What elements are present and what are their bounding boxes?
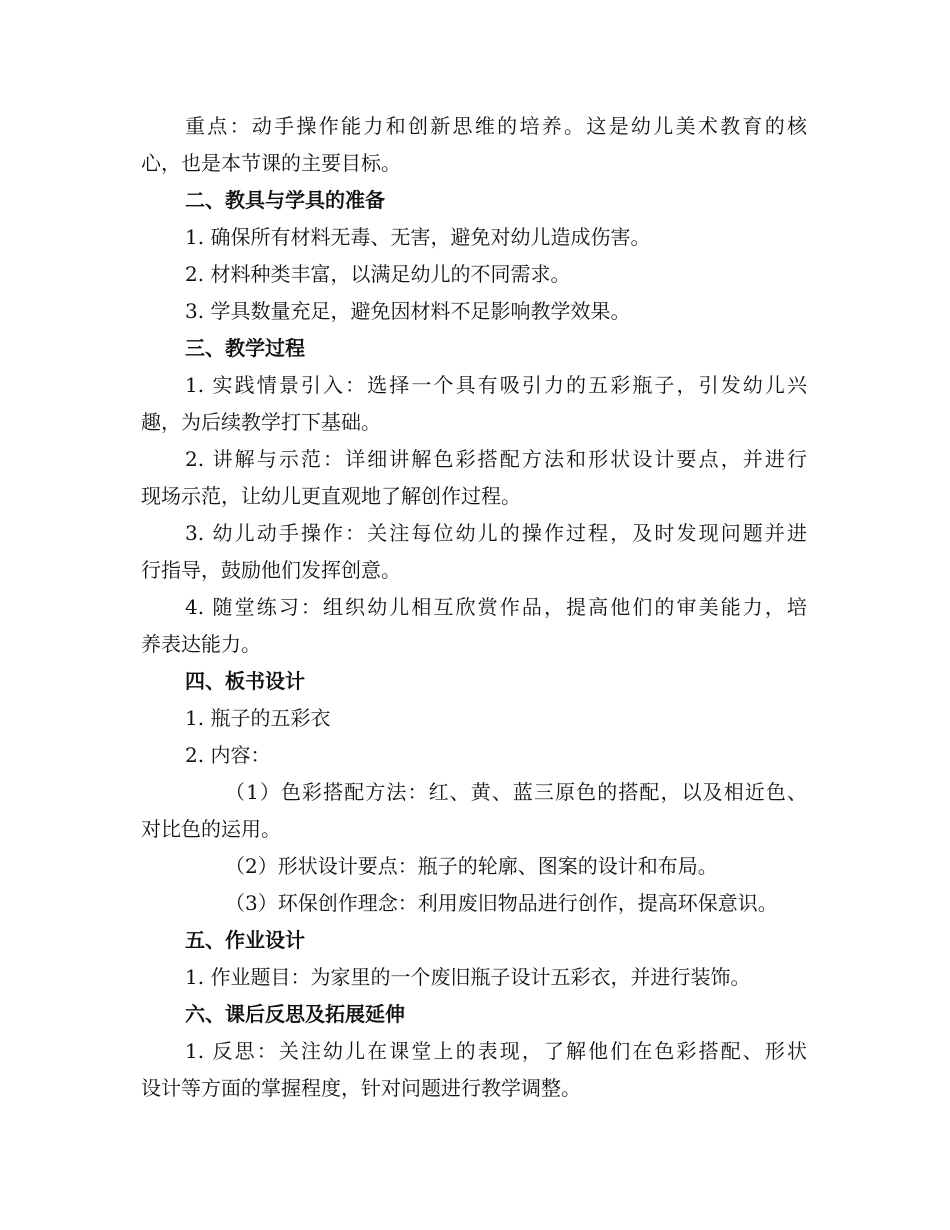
text-line: 现场示范，让幼儿更直观地了解创作过程。 bbox=[141, 484, 521, 508]
text-line: 养表达能力。 bbox=[141, 632, 261, 656]
text-line: （1）色彩搭配方法：红、黄、蓝三原色的搭配，以及相近色、 bbox=[225, 780, 807, 804]
text-line: 趣，为后续教学打下基础。 bbox=[141, 410, 381, 434]
text-line: 4. 随堂练习：组织幼儿相互欣赏作品，提高他们的审美能力，培 bbox=[185, 595, 807, 619]
text-line: 对比色的运用。 bbox=[141, 817, 281, 841]
text-line: 2. 材料种类丰富，以满足幼儿的不同需求。 bbox=[185, 262, 571, 286]
section-heading: 二、教具与学具的准备 bbox=[185, 188, 385, 212]
text-line: 心，也是本节课的主要目标。 bbox=[141, 151, 401, 175]
text-line: 2. 讲解与示范：详细讲解色彩搭配方法和形状设计要点，并进行 bbox=[185, 447, 807, 471]
text-line: 1. 作业题目：为家里的一个废旧瓶子设计五彩衣，并进行装饰。 bbox=[185, 965, 751, 989]
text-line: （3）环保创作理念：利用废旧物品进行创作，提高环保意识。 bbox=[225, 891, 778, 915]
text-line: 1. 确保所有材料无毒、无害，避免对幼儿造成伤害。 bbox=[185, 225, 651, 249]
text-line: 1. 实践情景引入：选择一个具有吸引力的五彩瓶子，引发幼儿兴 bbox=[185, 373, 807, 397]
document-body bbox=[141, 108, 807, 1107]
section-heading: 五、作业设计 bbox=[185, 928, 305, 952]
text-line: 3. 幼儿动手操作：关注每位幼儿的操作过程，及时发现问题并进 bbox=[185, 521, 807, 545]
text-line: 1. 瓶子的五彩衣 bbox=[185, 706, 331, 730]
text-line: 设计等方面的掌握程度，针对问题进行教学调整。 bbox=[141, 1076, 581, 1100]
section-heading: 六、课后反思及拓展延伸 bbox=[185, 1002, 405, 1026]
text-line: 3. 学具数量充足，避免因材料不足影响教学效果。 bbox=[185, 299, 631, 323]
section-heading: 四、板书设计 bbox=[185, 669, 305, 693]
text-line: 行指导，鼓励他们发挥创意。 bbox=[141, 558, 401, 582]
text-line: 2. 内容： bbox=[185, 743, 271, 767]
text-line: 重点：动手操作能力和创新思维的培养。这是幼儿美术教育的核 bbox=[185, 114, 807, 138]
section-heading: 三、教学过程 bbox=[185, 336, 305, 360]
text-line: （2）形状设计要点：瓶子的轮廓、图案的设计和布局。 bbox=[225, 854, 718, 878]
text-line: 1. 反思：关注幼儿在课堂上的表现，了解他们在色彩搭配、形状 bbox=[185, 1039, 807, 1063]
